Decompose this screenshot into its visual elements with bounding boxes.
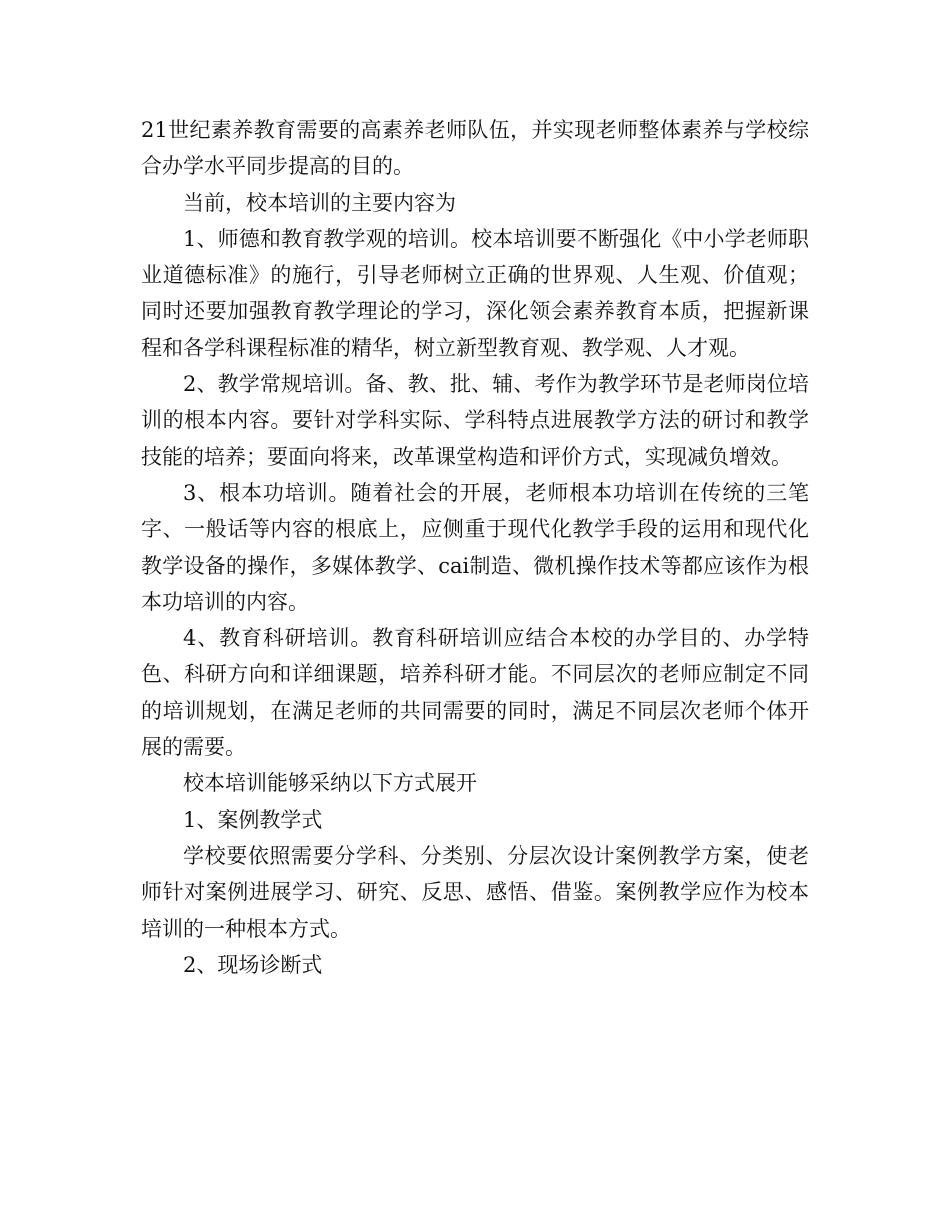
paragraph-method-1-body: 学校要依照需要分学科、分类别、分层次设计案例教学方案，使老师针对案例进展学习、研究、反思、感悟、借鉴。案例教学应作为校本培训的一种根本方式。 <box>141 843 809 941</box>
document-body <box>141 112 809 983</box>
paragraph-item-4-research: 4、教育科研培训。教育科研培训应结合本校的办学目的、办学特色、科研方向和详细课题，培养科研才能。不同层次的老师应制定不同的培训规划，在满足老师的共同需要的同时，满足不同层次老师个体开展的需要。 <box>141 626 809 760</box>
paragraph-item-1-ethics: 1、师德和教育教学观的培训。校本培训要不断强化《中小学老师职业道德标准》的施行，引导老师树立正确的世界观、人生观、价值观；同时还要加强教育教学理论的学习，深化领会素养教育本质，把握新课程和各学科课程标准的精华，树立新型教育观、教学观、人才观。 <box>141 226 809 360</box>
paragraph-method-2-title: 2、现场诊断式 <box>183 952 323 977</box>
paragraph-main-content-heading: 当前，校本培训的主要内容为 <box>183 190 456 215</box>
paragraph-method-1-title: 1、案例教学式 <box>183 807 323 832</box>
paragraph-intro-continuation: 21世纪素养教育需要的高素养老师队伍，并实现老师整体素养与学校综合办学水平同步提高的目的。 <box>141 118 809 179</box>
paragraph-methods-heading: 校本培训能够采纳以下方式展开 <box>183 771 477 796</box>
paragraph-item-3-basic-skills: 3、根本功培训。随着社会的开展，老师根本功培训在传统的三笔字、一般话等内容的根底上，应侧重于现代化教学手段的运用和现代化教学设备的操作，多媒体教学、cai制造、微机操作技术等都应该作为根本功培训的内容。 <box>141 480 809 614</box>
paragraph-item-2-teaching-routine: 2、教学常规培训。备、教、批、辅、考作为教学环节是老师岗位培训的根本内容。要针对学科实际、学科特点进展教学方法的研讨和教学技能的培养；要面向将来，改革课堂构造和评价方式，实现减负增效。 <box>141 372 809 469</box>
